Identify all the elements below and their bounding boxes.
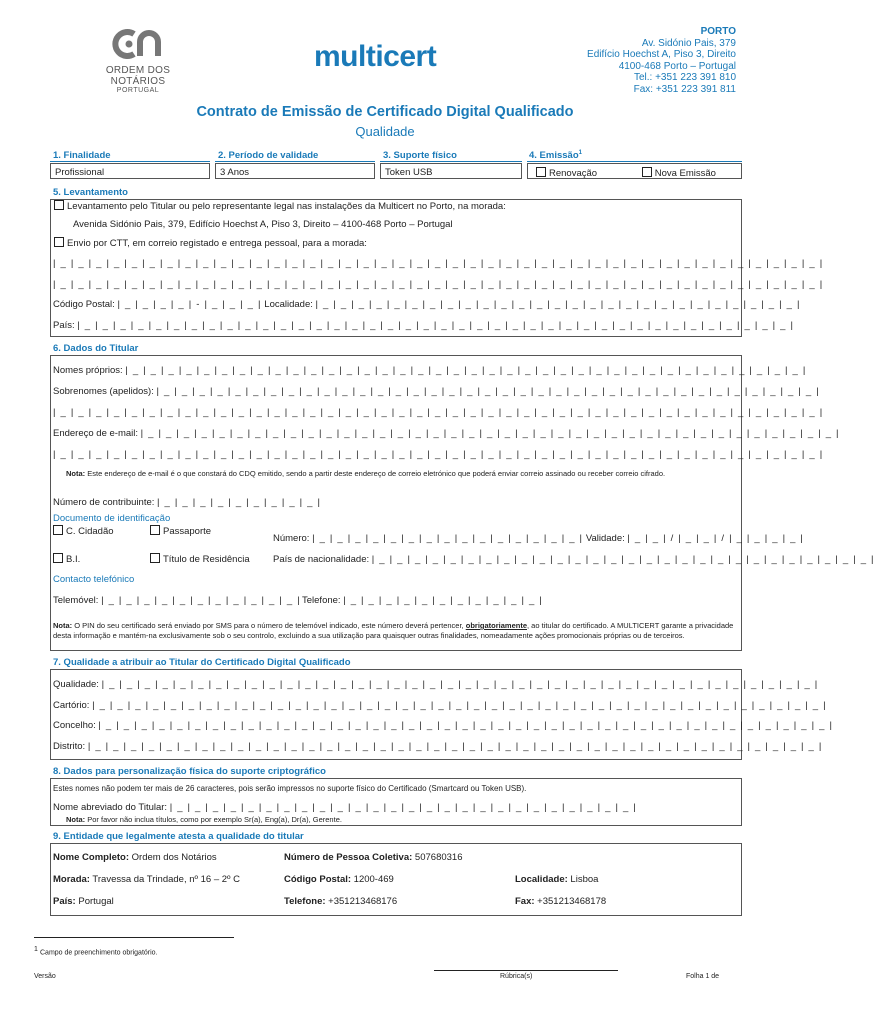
s8-note-bold: Nota:: [66, 815, 86, 824]
nationality-row: [273, 554, 875, 565]
address-city: PORTO: [700, 26, 736, 37]
entity-name-key: Nome Completo:: [53, 852, 129, 863]
ordem-notarios-logo: [88, 28, 188, 94]
county-input[interactable]: | _ | _ | _ | _ | _ | _ | _ | _ | _ | _ | _ | _ | _ | _ | _ | _ | _ | _ | _ | _ | _ | _ | _ | _ | _ | _ | _ | _ | _ | _ | _ | _ | _ | _ | _ | _ | _ | _ | _ | _ | _ |: [98, 720, 834, 731]
locality-label: Localidade:: [264, 299, 313, 310]
nationality-label: País de nacionalidade:: [273, 554, 370, 565]
footnote-rule: [34, 937, 234, 938]
bi-checkbox[interactable]: [53, 553, 63, 563]
registry-row: [53, 700, 827, 711]
s9-header: 9. Entidade que legalmente atesta a qualidade do titular: [50, 831, 742, 844]
district-label: Distrito:: [53, 741, 86, 752]
quality-label: Qualidade:: [53, 679, 99, 690]
entity-nipc-value: 507680316: [412, 852, 463, 863]
org-logo-line2: PORTUGAL: [116, 87, 160, 94]
email-label: Endereço de e-mail:: [53, 428, 139, 439]
county-row: [53, 720, 833, 731]
tax-input[interactable]: | _ | _ | _ | _ | _ | _ | _ | _ | _ |: [157, 497, 322, 508]
contact-label: Contacto telefónico: [53, 574, 135, 585]
tax-row: [53, 497, 321, 508]
cc-label: C. Cidadão: [66, 526, 114, 537]
address-line-1-input[interactable]: | _ | _ | _ | _ | _ | _ | _ | _ | _ | _ | _ | _ | _ | _ | _ | _ | _ | _ | _ | _ | _ | _ | _ | _ | _ | _ | _ | _ | _ | _ | _ | _ | _ | _ | _ | _ | _ | _ | _ | _ | _ | _ | _ |: [53, 258, 824, 269]
email-input[interactable]: | _ | _ | _ | _ | _ | _ | _ | _ | _ | _ | _ | _ | _ | _ | _ | _ | _ | _ | _ | _ | _ | _ | _ | _ | _ | _ | _ | _ | _ | _ | _ | _ | _ | _ | _ | _ | _ | _ | _ |: [140, 428, 840, 439]
pin-note-bold: Nota:: [53, 621, 73, 630]
phone-row: [302, 595, 543, 606]
s5-header: 5. Levantamento: [50, 187, 742, 200]
page-title: Contrato de Emissão de Certificado Digital Qualificado: [196, 104, 574, 120]
residence-checkbox[interactable]: [150, 553, 160, 563]
s8-note-text: Por favor não inclua títulos, como por exemplo Sr(a), Eng(a), Dr(a), Gerente.: [85, 815, 342, 824]
s1-label: 1. Finalidade: [53, 150, 111, 161]
entity-fax: [515, 896, 606, 907]
names-label: Nomes próprios:: [53, 365, 123, 376]
surnames-input-2[interactable]: | _ | _ | _ | _ | _ | _ | _ | _ | _ | _ | _ | _ | _ | _ | _ | _ | _ | _ | _ | _ | _ | _ | _ | _ | _ | _ | _ | _ | _ | _ | _ | _ | _ | _ | _ | _ | _ | _ | _ | _ | _ | _ | _ |: [53, 407, 824, 418]
pin-note-text-a: O PIN do seu certificado será enviado por SMS para o número de telemóvel indicado, este número deverá pertencer,: [72, 621, 466, 630]
entity-country: [53, 896, 114, 907]
footnote-number: 1: [34, 946, 38, 953]
phone-input[interactable]: | _ | _ | _ | _ | _ | _ | _ | _ | _ | _ | _ |: [343, 595, 544, 606]
postal-label: Código Postal:: [53, 299, 115, 310]
s7-header: 7. Qualidade a atribuir ao Titular do Certificado Digital Qualificado: [50, 657, 742, 670]
surnames-input[interactable]: | _ | _ | _ | _ | _ | _ | _ | _ | _ | _ | _ | _ | _ | _ | _ | _ | _ | _ | _ | _ | _ | _ | _ | _ | _ | _ | _ | _ | _ | _ | _ | _ | _ | _ | _ | _ | _ |: [156, 386, 820, 397]
doc-number-row: [273, 533, 804, 544]
footnote: [34, 945, 158, 958]
mobile-label: Telemóvel:: [53, 595, 99, 606]
pin-note-emphasis: obrigatoriamente: [465, 621, 527, 630]
company-address: [587, 26, 736, 95]
cc-option: [53, 525, 114, 537]
pickup-label: Levantamento pelo Titular ou pelo representante legal nas instalações da Multicert no Porto, na morada:: [67, 201, 506, 212]
locality-input[interactable]: | _ | _ | _ | _ | _ | _ | _ | _ | _ | _ | _ | _ | _ | _ | _ | _ | _ | _ | _ | _ | _ | _ | _ | _ | _ | _ | _ |: [315, 299, 801, 310]
s4-footnote-ref: 1: [578, 150, 582, 156]
entity-nipc-key: Número de Pessoa Coletiva:: [284, 852, 413, 863]
registry-label: Cartório:: [53, 700, 90, 711]
address-line2: Edifício Hoechst A, Piso 3, Direito: [587, 49, 736, 60]
short-name-row: [53, 802, 637, 813]
county-label: Concelho:: [53, 720, 96, 731]
ordem-notarios-emblem-icon: [112, 28, 164, 60]
ctt-option: [54, 237, 367, 249]
emission-field: [527, 163, 742, 179]
names-row: [53, 365, 807, 376]
mobile-input[interactable]: | _ | _ | _ | _ | _ | _ | _ | _ | _ | _ | _ |: [101, 595, 301, 606]
pin-note-text-b: , ao titular do certificado. A MULTICERT garante a privacidade desta informação e mantém-na exclusivamente sob o seu controlo, excluindo a sua utilização para quaisquer outras finalidades, nomeadamente ações promocionais próprias ou de terceiros.: [53, 621, 734, 640]
entity-address: [53, 874, 240, 885]
postal-row: [53, 299, 801, 310]
entity-phone: [284, 896, 397, 907]
passport-checkbox[interactable]: [150, 525, 160, 535]
org-logo-line1: ORDEM DOS NOTÁRIOS: [105, 65, 171, 87]
surnames-label: Sobrenomes (apelidos):: [53, 386, 154, 397]
email-note: [66, 469, 736, 479]
entity-fax-key: Fax:: [515, 896, 535, 907]
district-input[interactable]: | _ | _ | _ | _ | _ | _ | _ | _ | _ | _ | _ | _ | _ | _ | _ | _ | _ | _ | _ | _ | _ | _ | _ | _ | _ | _ | _ | _ | _ | _ | _ | _ | _ | _ | _ | _ | _ | _ | _ | _ | _ |: [87, 741, 823, 752]
footer-version: Versão: [34, 973, 56, 980]
entity-name-value: Ordem dos Notários: [129, 852, 217, 863]
entity-nipc: [284, 852, 463, 863]
quality-input[interactable]: | _ | _ | _ | _ | _ | _ | _ | _ | _ | _ | _ | _ | _ | _ | _ | _ | _ | _ | _ | _ | _ | _ | _ | _ | _ | _ | _ | _ | _ | _ | _ | _ | _ | _ | _ | _ | _ | _ | _ | _ |: [101, 679, 819, 690]
entity-fax-value: +351213468178: [534, 896, 607, 907]
entity-zip-value: 1200-469: [351, 874, 394, 885]
doc-number-input[interactable]: | _ | _ | _ | _ | _ | _ | _ | _ | _ | _ | _ | _ | _ | _ | _ |: [312, 533, 584, 544]
passport-option: [150, 525, 211, 537]
entity-locality-key: Localidade:: [515, 874, 568, 885]
entity-country-key: País:: [53, 896, 76, 907]
doc-validity-input[interactable]: | _ | _ | / | _ | _ | / | _ | _ | _ | _ |: [627, 533, 805, 544]
cc-checkbox[interactable]: [53, 525, 63, 535]
s3-label: 3. Suporte físico: [383, 150, 457, 161]
postal-input[interactable]: | _ | _ | _ | _ | - | _ | _ | _ |: [117, 299, 262, 310]
address-fax: Fax: +351 223 391 811: [633, 83, 736, 95]
bi-option: [53, 553, 80, 565]
email-row: [53, 428, 840, 439]
bi-label: B.I.: [66, 554, 81, 565]
footer-signature: Rúbrica(s): [500, 973, 533, 980]
signature-line: [434, 970, 618, 971]
quality-row: [53, 679, 818, 690]
mobile-row: [53, 595, 301, 606]
validity-period-field[interactable]: 3 Anos: [215, 163, 375, 179]
names-input[interactable]: | _ | _ | _ | _ | _ | _ | _ | _ | _ | _ | _ | _ | _ | _ | _ | _ | _ | _ | _ | _ | _ | _ | _ | _ | _ | _ | _ | _ | _ | _ | _ | _ | _ | _ | _ | _ | _ | _ |: [125, 365, 807, 376]
pickup-checkbox[interactable]: [54, 200, 64, 210]
district-row: [53, 741, 823, 752]
new-emission-checkbox[interactable]: [642, 167, 652, 177]
address-line3: 4100-468 Porto – Portugal: [618, 60, 736, 72]
entity-name: [53, 852, 217, 863]
short-name-input[interactable]: | _ | _ | _ | _ | _ | _ | _ | _ | _ | _ | _ | _ | _ | _ | _ | _ | _ | _ | _ | _ | _ | _ | _ | _ | _ | _ |: [169, 802, 637, 813]
short-name-label: Nome abreviado do Titular:: [53, 802, 168, 813]
s8-intro: Estes nomes não podem ter mais de 26 caracteres, pois serão impressos no suporte físico do Certificado (Smartcard ou Token USB).: [53, 784, 527, 793]
ctt-label: Envio por CTT, em correio registado e entrega pessoal, para a morada:: [67, 238, 367, 249]
address-line-2-input[interactable]: | _ | _ | _ | _ | _ | _ | _ | _ | _ | _ | _ | _ | _ | _ | _ | _ | _ | _ | _ | _ | _ | _ | _ | _ | _ | _ | _ | _ | _ | _ | _ | _ | _ | _ | _ | _ | _ | _ | _ | _ | _ | _ | _ |: [53, 279, 824, 290]
ctt-checkbox[interactable]: [54, 237, 64, 247]
renewal-label: Renovação: [549, 168, 598, 179]
id-document-label: Documento de identificação: [53, 513, 171, 524]
phone-label: Telefone:: [302, 595, 341, 606]
entity-country-value: Portugal: [75, 896, 114, 907]
doc-validity-label: Validade:: [585, 533, 625, 544]
residence-option: [150, 553, 250, 565]
renewal-checkbox[interactable]: [536, 167, 546, 177]
s8-note: [66, 815, 342, 825]
entity-phone-key: Telefone:: [284, 896, 326, 907]
entity-zip-key: Código Postal:: [284, 874, 352, 885]
surnames-row: [53, 386, 820, 397]
nationality-input[interactable]: | _ | _ | _ | _ | _ | _ | _ | _ | _ | _ | _ | _ | _ | _ | _ | _ | _ | _ | _ | _ | _ | _ | _ | _ | _ | _ | _ | _ |: [371, 554, 875, 565]
purpose-field[interactable]: Profissional: [50, 163, 210, 179]
physical-support-field[interactable]: Token USB: [380, 163, 522, 179]
email-input-2[interactable]: | _ | _ | _ | _ | _ | _ | _ | _ | _ | _ | _ | _ | _ | _ | _ | _ | _ | _ | _ | _ | _ | _ | _ | _ | _ | _ | _ | _ | _ | _ | _ | _ | _ | _ | _ | _ | _ | _ | _ | _ | _ | _ | _ |: [53, 449, 824, 460]
entity-address-value: Travessa da Trindade, nº 16 – 2º C: [89, 874, 241, 885]
entity-locality: [515, 874, 598, 885]
address-tel: Tel.: +351 223 391 810: [633, 72, 736, 83]
entity-zip: [284, 874, 394, 885]
address-line1: Av. Sidónio Pais, 379: [641, 37, 736, 49]
new-emission-label: Nova Emissão: [654, 168, 716, 179]
pickup-address: Avenida Sidónio Pais, 379, Edifício Hoechst A, Piso 3, Direito – 4100-468 Porto – Portugal: [73, 219, 453, 230]
country-input[interactable]: | _ | _ | _ | _ | _ | _ | _ | _ | _ | _ | _ | _ | _ | _ | _ | _ | _ | _ | _ | _ | _ | _ | _ | _ | _ | _ | _ | _ | _ | _ | _ | _ | _ | _ | _ | _ | _ | _ | _ | _ |: [77, 320, 795, 331]
page-subtitle: Qualidade: [355, 124, 415, 139]
s2-label: 2. Período de validade: [218, 150, 319, 161]
doc-number-label: Número:: [273, 533, 310, 544]
pickup-option: [54, 200, 506, 212]
email-note-text: Este endereço de e-mail é o que constará do CDQ emitido, sendo a partir deste endereço de correio eletrónico que poderá enviar correio assinado ou receber correio cifrado.: [85, 469, 666, 478]
country-row: [53, 320, 794, 331]
entity-address-key: Morada:: [53, 874, 90, 885]
s4-label: [529, 150, 582, 161]
entity-locality-value: Lisboa: [567, 874, 599, 885]
passport-label: Passaporte: [163, 526, 212, 537]
multicert-logo: multicert: [314, 40, 437, 73]
s6-header: 6. Dados do Titular: [50, 343, 742, 356]
s8-header: 8. Dados para personalização física do suporte criptográfico: [50, 766, 742, 779]
residence-label: Título de Residência: [163, 554, 250, 565]
footer-sheet: Folha 1 de: [686, 973, 720, 980]
footnote-text: Campo de preenchimento obrigatório.: [40, 949, 158, 957]
pin-note: [53, 621, 737, 640]
tax-label: Número de contribuinte:: [53, 497, 155, 508]
email-note-bold: Nota:: [66, 469, 86, 478]
entity-phone-value: +351213468176: [325, 896, 398, 907]
s4-label-text: 4. Emissão: [529, 150, 579, 162]
registry-input[interactable]: | _ | _ | _ | _ | _ | _ | _ | _ | _ | _ | _ | _ | _ | _ | _ | _ | _ | _ | _ | _ | _ | _ | _ | _ | _ | _ | _ | _ | _ | _ | _ | _ | _ | _ | _ | _ | _ | _ | _ | _ | _ |: [92, 700, 827, 711]
country-label: País:: [53, 320, 75, 331]
